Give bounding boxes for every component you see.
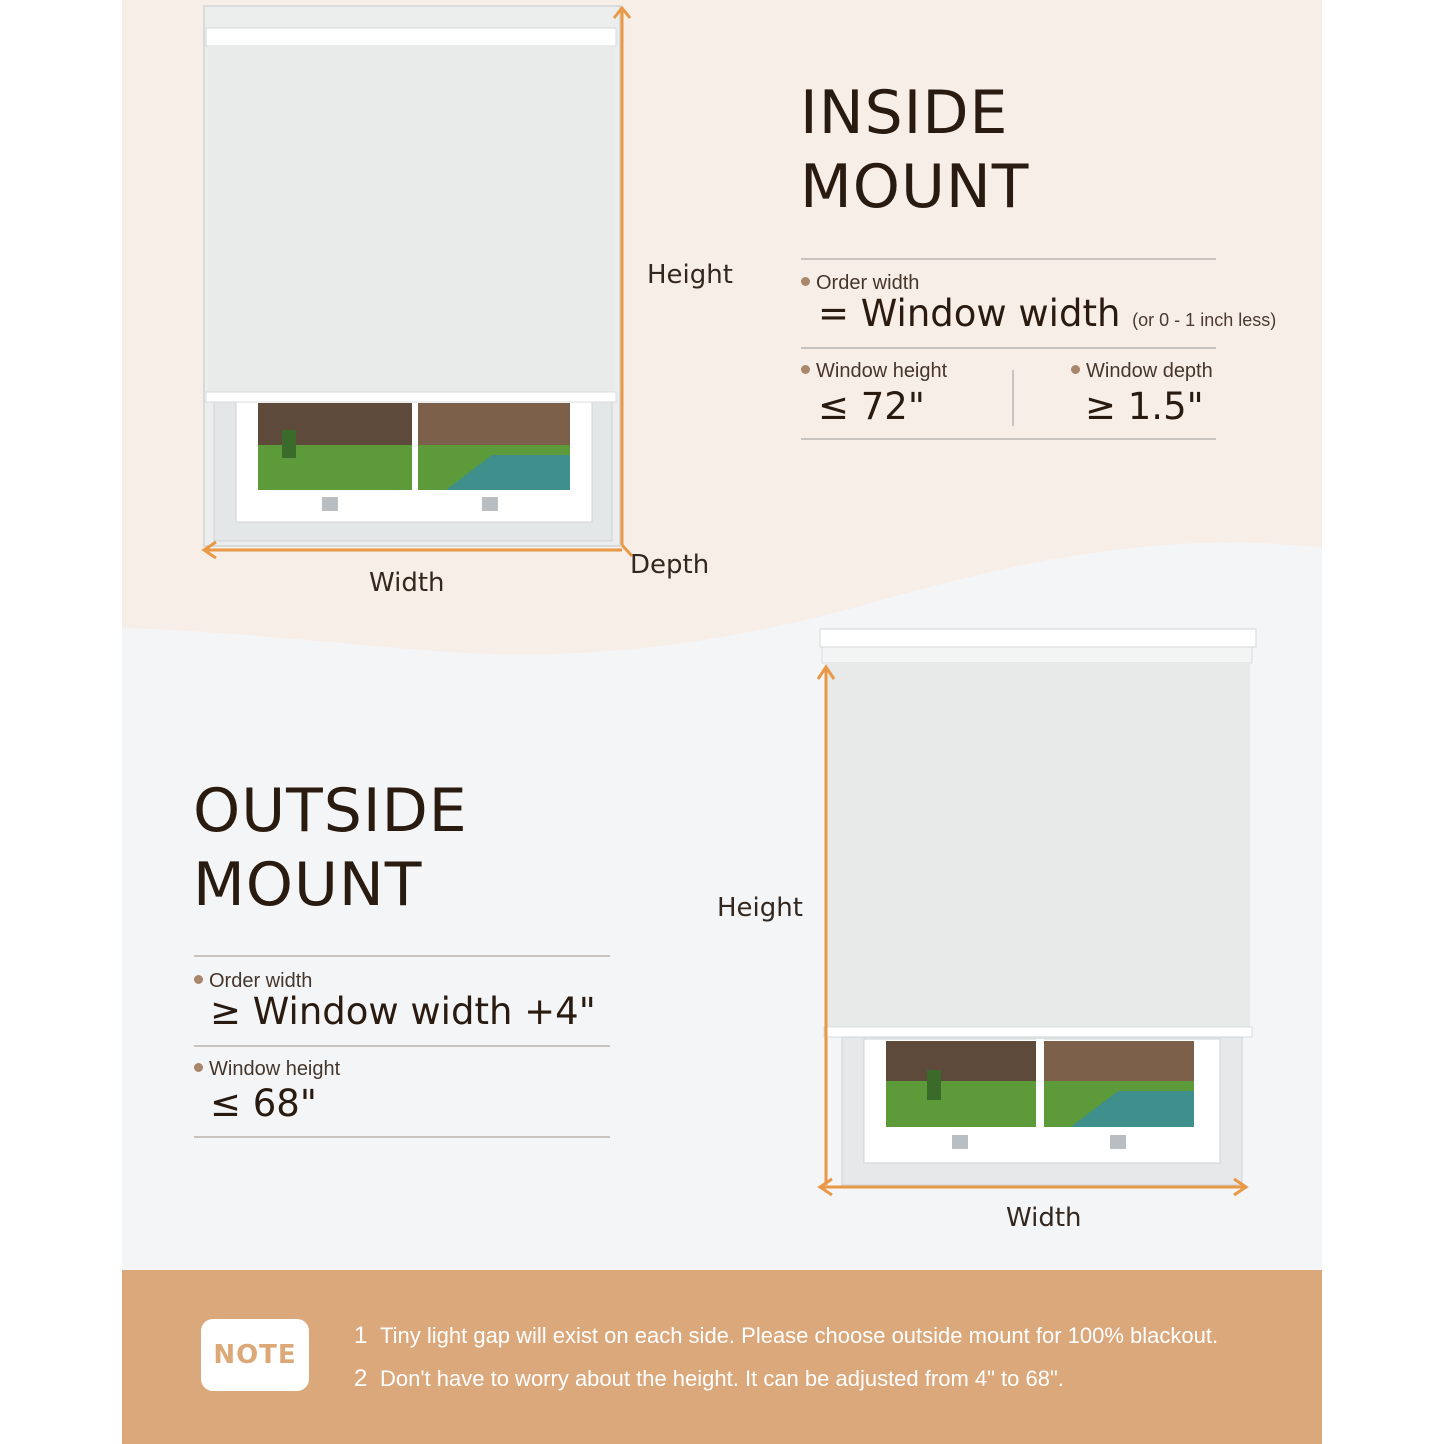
inside-height-dimension-label: Height [647, 260, 733, 290]
inside-divider-top [801, 258, 1216, 260]
note-item-text: Don't have to worry about the height. It can be adjusted from 4" to 68". [380, 1366, 1064, 1391]
outside-divider-bottom [194, 1136, 610, 1138]
outside-divider-top [194, 955, 610, 957]
inside-depth-dimension-label: Depth [630, 550, 710, 580]
inside-window-height-label-text: Window height [816, 360, 948, 382]
inside-divider-bottom [801, 438, 1216, 440]
inside-mount-title-line2: MOUNT [800, 152, 1030, 222]
outside-width-dimension-label: Width [1006, 1203, 1082, 1233]
inside-divider-middle [801, 347, 1216, 349]
inside-window-depth-value: ≥ 1.5" [1085, 385, 1204, 428]
inside-window-height-value: ≤ 72" [818, 385, 925, 428]
bullet-dot [1071, 365, 1080, 374]
inside-width-dimension-label: Width [369, 568, 445, 598]
inside-order-width-label-text: Order width [816, 272, 920, 294]
note-item-1 [354, 1322, 1218, 1350]
inside-order-width-note: (or 0 - 1 inch less) [1132, 310, 1277, 330]
bullet-dot [801, 365, 810, 374]
note-item-2 [354, 1365, 1064, 1393]
outside-mount-illustration [812, 625, 1262, 1200]
inside-window-depth-label [1071, 360, 1213, 383]
note-item-number: 1 [354, 1322, 368, 1349]
outside-mount-title-line2: MOUNT [193, 850, 423, 920]
outside-order-width-label-text: Order width [209, 970, 313, 992]
outside-mount-title [193, 774, 468, 922]
infographic-canvas [122, 0, 1322, 1444]
inside-column-divider [1012, 370, 1014, 426]
bullet-dot [194, 975, 203, 984]
inside-mount-title-line1: INSIDE [800, 78, 1009, 148]
inside-order-width-value [818, 292, 1276, 335]
note-item-number: 2 [354, 1365, 368, 1392]
outside-mount-title-line1: OUTSIDE [193, 776, 468, 846]
inside-window-height-label [801, 360, 947, 383]
note-badge: NOTE [201, 1319, 309, 1391]
inside-mount-illustration [192, 0, 652, 570]
outside-window-height-label [194, 1058, 340, 1081]
inside-order-width-value-text: = Window width [818, 292, 1121, 335]
outside-window-height-label-text: Window height [209, 1058, 341, 1080]
inside-window-depth-label-text: Window depth [1086, 360, 1213, 382]
outside-window-height-value: ≤ 68" [210, 1082, 317, 1125]
outside-order-width-value: ≥ Window width +4" [210, 990, 596, 1033]
bullet-dot [801, 277, 810, 286]
outside-height-dimension-label: Height [717, 893, 803, 923]
note-item-text: Tiny light gap will exist on each side. Please choose outside mount for 100% blackout. [380, 1323, 1219, 1348]
outside-divider-middle [194, 1045, 610, 1047]
inside-mount-title [800, 76, 1029, 224]
bullet-dot [194, 1063, 203, 1072]
